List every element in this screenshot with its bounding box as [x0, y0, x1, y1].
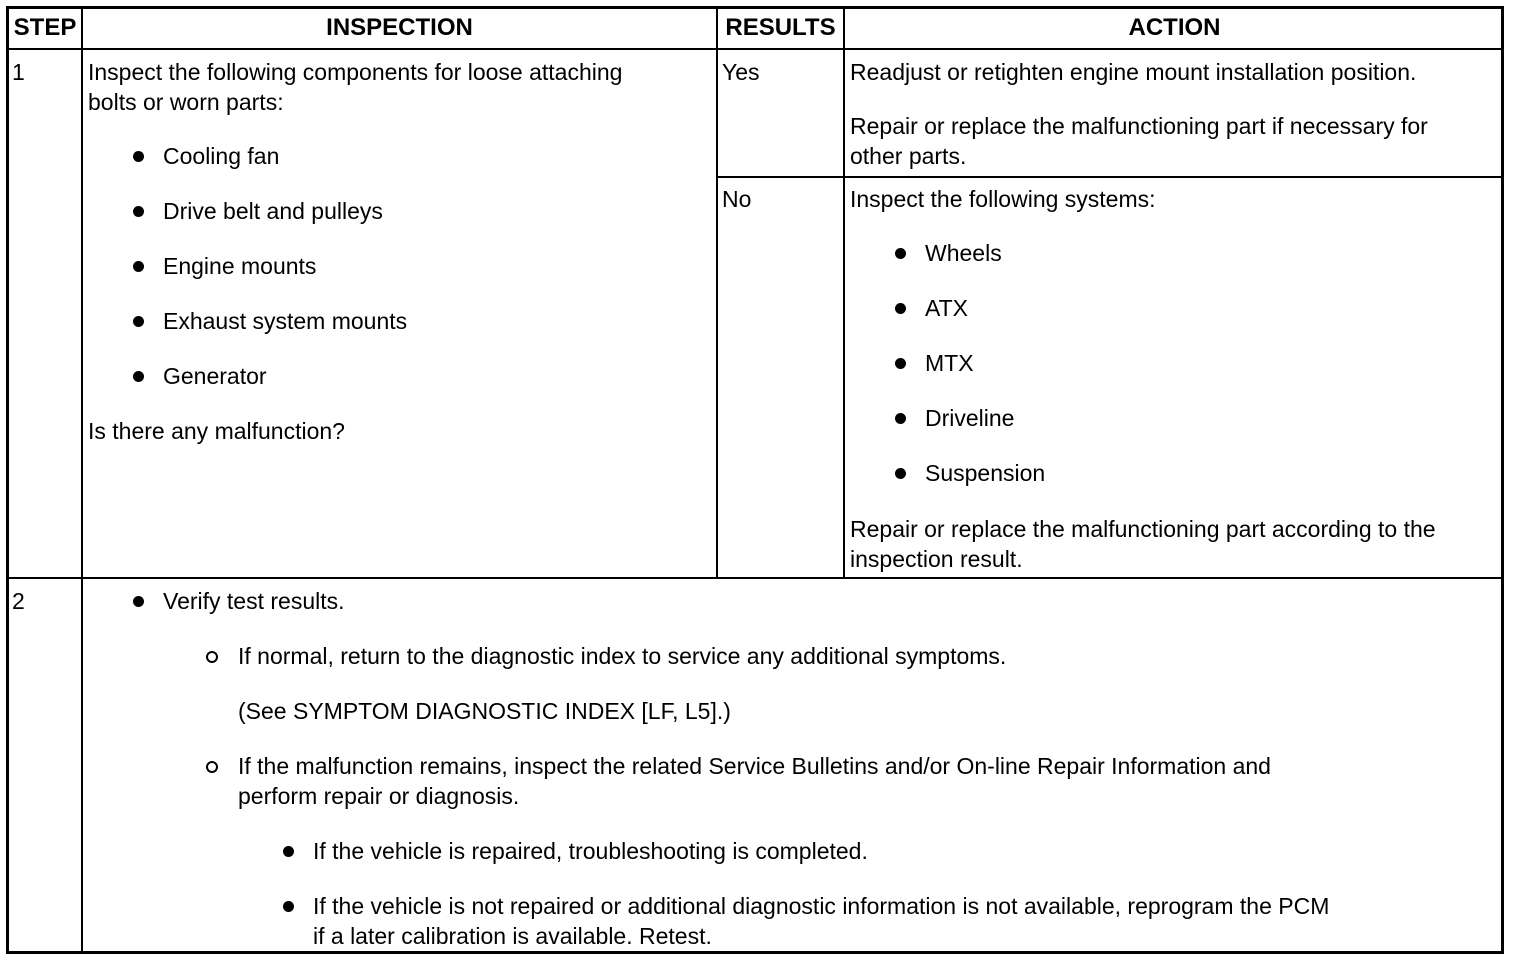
circle-bullet-icon	[206, 761, 218, 773]
bullet-icon	[133, 596, 144, 607]
row1-yes-no-divider	[716, 176, 1504, 178]
inspection-item-exhaust-mounts: Exhaust system mounts	[163, 308, 408, 334]
row1-step: 1	[12, 59, 25, 85]
bullet-icon	[133, 371, 144, 382]
header-divider	[6, 48, 1504, 50]
inspection-item-generator: Generator	[163, 363, 267, 389]
action-yes-2-cont: other parts.	[850, 143, 967, 169]
bullet-icon	[133, 261, 144, 272]
bullet-icon	[283, 901, 294, 912]
bullet-icon	[283, 846, 294, 857]
bullet-icon	[895, 413, 906, 424]
inspection-item-drive-belt: Drive belt and pulleys	[163, 198, 383, 224]
bullet-icon	[895, 358, 906, 369]
step-column-divider	[81, 6, 83, 954]
inspection-column-divider	[716, 6, 718, 578]
bullet-icon	[133, 206, 144, 217]
inspection-question: Is there any malfunction?	[88, 418, 345, 444]
system-atx: ATX	[925, 295, 969, 321]
system-driveline: Driveline	[925, 405, 1015, 431]
repaired-item: If the vehicle is repaired, troubleshooting is completed.	[313, 838, 868, 864]
results-column-divider	[843, 6, 845, 578]
inspection-item-cooling-fan: Cooling fan	[163, 143, 280, 169]
action-no-outro: Repair or replace the malfunctioning part according to the	[850, 516, 1436, 542]
bullet-icon	[133, 316, 144, 327]
header-step: STEP	[13, 14, 77, 41]
row1-inspection-intro: Inspect the following components for loose attaching	[88, 59, 623, 85]
sub-normal: If normal, return to the diagnostic index to service any additional symptoms.	[238, 643, 1007, 669]
sub-malfunction-remains-cont: perform repair or diagnosis.	[238, 783, 520, 809]
action-yes-1: Readjust or retighten engine mount installation position.	[850, 59, 1417, 85]
action-yes-2: Repair or replace the malfunctioning part if necessary for	[850, 113, 1428, 139]
bullet-icon	[895, 303, 906, 314]
not-repaired-item-cont: if a later calibration is available. Retest.	[313, 923, 712, 949]
inspection-item-engine-mounts: Engine mounts	[163, 253, 317, 279]
bullet-icon	[895, 468, 906, 479]
result-yes: Yes	[722, 59, 760, 85]
verify-test-results: Verify test results.	[163, 588, 345, 614]
system-mtx: MTX	[925, 350, 974, 376]
circle-bullet-icon	[206, 651, 218, 663]
action-no-intro: Inspect the following systems:	[850, 186, 1156, 212]
header-inspection: INSPECTION	[326, 14, 473, 41]
sub-malfunction-remains: If the malfunction remains, inspect the related Service Bulletins and/or On-line Repair Information and	[238, 753, 1271, 779]
header-results: RESULTS	[725, 14, 836, 41]
row-divider	[6, 577, 1504, 579]
result-no: No	[722, 186, 752, 212]
bullet-icon	[133, 151, 144, 162]
row2-step: 2	[12, 588, 25, 614]
action-no-outro-cont: inspection result.	[850, 546, 1023, 572]
system-suspension: Suspension	[925, 460, 1046, 486]
header-action: ACTION	[1128, 14, 1221, 41]
not-repaired-item: If the vehicle is not repaired or additional diagnostic information is not available, reprogram the PCM	[313, 893, 1330, 919]
system-wheels: Wheels	[925, 240, 1002, 266]
symptom-index-reference: (See SYMPTOM DIAGNOSTIC INDEX [LF, L5].)	[238, 698, 731, 724]
row1-inspection-intro-cont: bolts or worn parts:	[88, 89, 284, 115]
bullet-icon	[895, 248, 906, 259]
